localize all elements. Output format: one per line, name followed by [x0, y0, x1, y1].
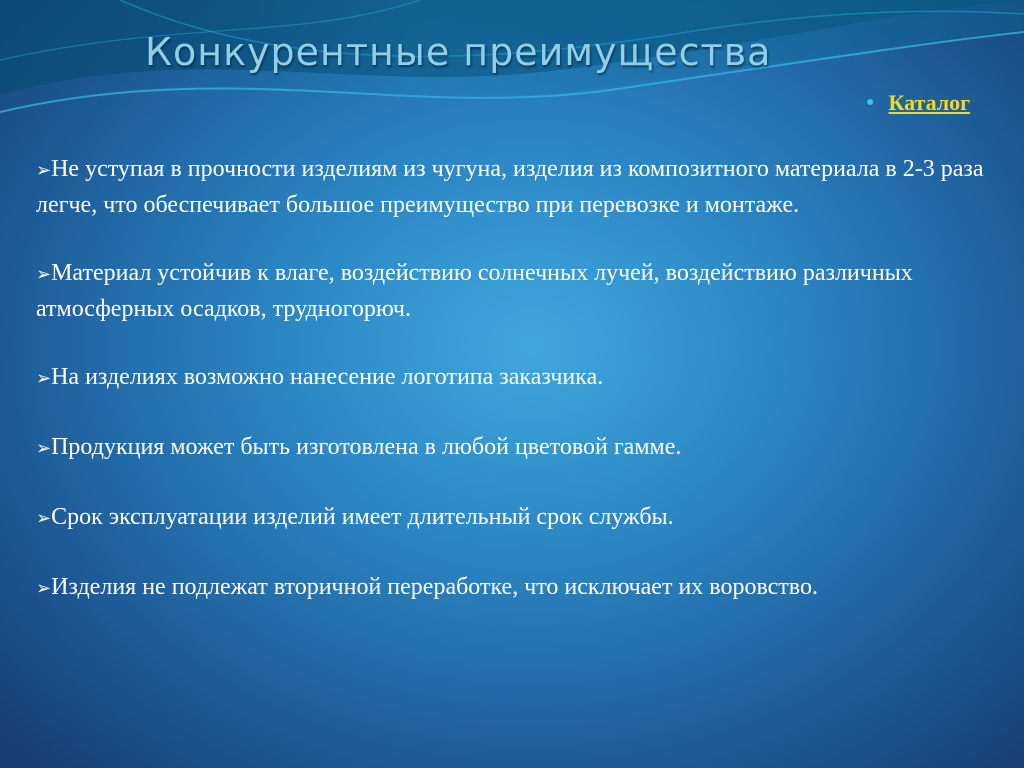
arrow-bullet-icon: ➢ — [36, 160, 52, 181]
catalog-link[interactable]: Каталог — [888, 90, 971, 115]
list-item-text: Срок эксплуатации изделий имеет длительный срок службы. — [51, 504, 674, 530]
list-item — [36, 152, 1011, 222]
list-item — [36, 570, 1011, 606]
list-item-text: Изделия не подлежат вторичной переработке, что исключает их воровство. — [51, 574, 818, 600]
bullet-dot-icon: ● — [866, 95, 875, 110]
list-item-text: Материал устойчив к влаге, воздействию солнечных лучей, воздействию различных атмосферных осадков, трудногорюч. — [36, 260, 913, 322]
arrow-bullet-icon: ➢ — [36, 368, 52, 389]
list-item-text: Продукция может быть изготовлена в любой цветовой гамме. — [51, 434, 682, 460]
advantages-list — [36, 152, 1011, 640]
catalog-link-item[interactable] — [866, 90, 970, 116]
list-item — [36, 500, 1011, 536]
arrow-bullet-icon: ➢ — [36, 438, 52, 459]
arrow-bullet-icon: ➢ — [36, 508, 52, 529]
list-item — [36, 430, 1011, 466]
list-item-text: Не уступая в прочности изделиям из чугуна, изделия из композитного материала в 2-3 раза легче, что обеспечивает большое преимущество при перевозке и монтаже. — [36, 156, 984, 218]
list-item — [36, 256, 1011, 326]
arrow-bullet-icon: ➢ — [36, 578, 52, 599]
arrow-bullet-icon: ➢ — [36, 264, 52, 285]
list-item — [36, 360, 1011, 396]
list-item-text: На изделиях возможно нанесение логотипа заказчика. — [51, 364, 604, 390]
slide-title: Конкурентные преимущества — [145, 30, 772, 74]
